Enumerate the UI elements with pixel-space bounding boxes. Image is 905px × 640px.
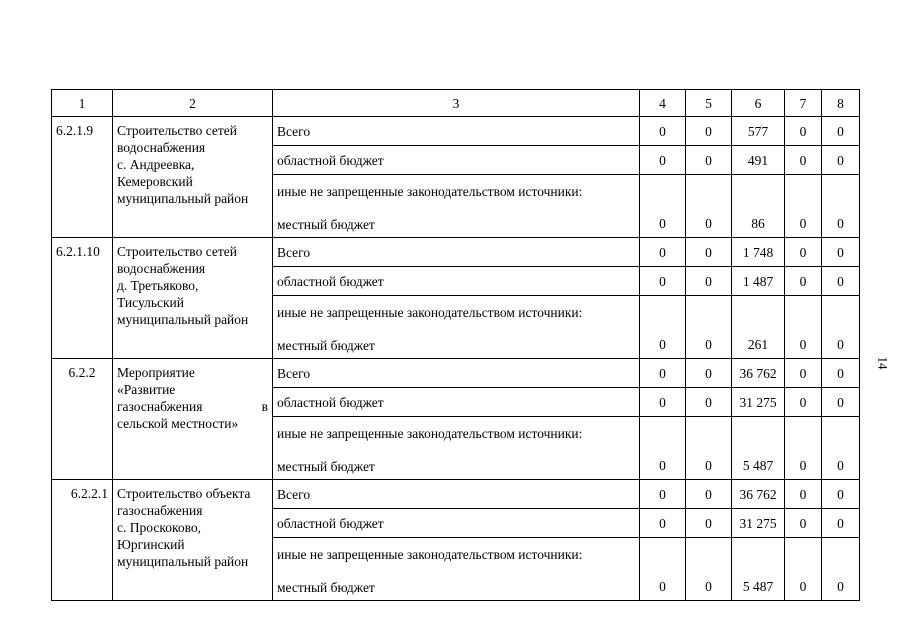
source-label: областной бюджет — [273, 509, 640, 538]
value-cell: 0 — [686, 388, 732, 417]
item-code: 6.2.2 — [52, 359, 113, 480]
value-cell: 0 — [822, 238, 860, 267]
value-cell: 0 — [785, 388, 822, 417]
value-cell: 0 — [640, 267, 686, 296]
value-cell: 0 — [686, 175, 732, 238]
item-name: Строительство сетей водоснабжения с. Андреевка, Кемеровский муниципальный район — [113, 117, 273, 238]
other-sources-label: иные не запрещенные законодательством источники: — [277, 425, 583, 441]
header-cell: 3 — [273, 90, 640, 117]
value-cell: 0 — [686, 538, 732, 601]
table-row — [52, 480, 860, 509]
value-cell: 491 — [732, 146, 785, 175]
value-cell: 31 275 — [732, 388, 785, 417]
value-cell: 0 — [686, 359, 732, 388]
value-cell: 261 — [732, 296, 785, 359]
value-cell: 0 — [785, 267, 822, 296]
local-budget-label: местный бюджет — [277, 458, 375, 474]
local-budget-label: местный бюджет — [277, 579, 375, 595]
value-cell: 0 — [640, 238, 686, 267]
other-sources-label: иные не запрещенные законодательством источники: — [277, 183, 583, 199]
value-cell: 0 — [822, 175, 860, 238]
source-label: Всего — [273, 117, 640, 146]
value-cell: 0 — [640, 480, 686, 509]
header-cell: 8 — [822, 90, 860, 117]
value-cell: 0 — [785, 175, 822, 238]
source-label: областной бюджет — [273, 267, 640, 296]
header-cell: 6 — [732, 90, 785, 117]
value-cell: 86 — [732, 175, 785, 238]
value-cell: 0 — [822, 146, 860, 175]
local-budget-label: местный бюджет — [277, 216, 375, 232]
table-row — [52, 238, 860, 267]
value-cell: 0 — [686, 267, 732, 296]
item-code: 6.2.2.1 — [52, 480, 113, 601]
header-cell: 1 — [52, 90, 113, 117]
value-cell: 0 — [785, 417, 822, 480]
value-cell: 0 — [640, 388, 686, 417]
value-cell: 0 — [640, 417, 686, 480]
source-label: областной бюджет — [273, 146, 640, 175]
value-cell: 5 487 — [732, 417, 785, 480]
local-budget-label: местный бюджет — [277, 337, 375, 353]
other-sources-label: иные не запрещенные законодательством источники: — [277, 546, 583, 562]
value-cell: 0 — [686, 117, 732, 146]
value-cell: 36 762 — [732, 480, 785, 509]
item-name-suffix: в — [261, 399, 268, 414]
value-cell: 0 — [785, 480, 822, 509]
value-cell: 0 — [822, 538, 860, 601]
value-cell: 0 — [785, 117, 822, 146]
value-cell: 0 — [785, 296, 822, 359]
value-cell: 0 — [785, 146, 822, 175]
value-cell: 0 — [686, 417, 732, 480]
value-cell: 0 — [686, 480, 732, 509]
page-number: 14 — [875, 356, 891, 370]
value-cell: 0 — [822, 417, 860, 480]
table-row — [52, 117, 860, 146]
value-cell: 0 — [785, 359, 822, 388]
header-cell: 2 — [113, 90, 273, 117]
source-label — [273, 417, 640, 480]
source-label: областной бюджет — [273, 388, 640, 417]
header-row — [52, 90, 860, 117]
value-cell: 1 748 — [732, 238, 785, 267]
source-label: Всего — [273, 238, 640, 267]
item-code: 6.2.1.10 — [52, 238, 113, 359]
value-cell: 0 — [785, 538, 822, 601]
value-cell: 5 487 — [732, 538, 785, 601]
header-cell: 4 — [640, 90, 686, 117]
header-cell: 5 — [686, 90, 732, 117]
value-cell: 0 — [822, 480, 860, 509]
table-row — [52, 359, 860, 388]
item-name — [113, 359, 273, 480]
value-cell: 0 — [640, 359, 686, 388]
value-cell: 0 — [822, 388, 860, 417]
item-name: Строительство объекта газоснабжения с. Проскоково, Юргинский муниципальный район — [113, 480, 273, 601]
item-name: Строительство сетей водоснабжения д. Третьяково, Тисульский муниципальный район — [113, 238, 273, 359]
item-name-text: Мероприятие «Развитие газоснабжения сельской местности» — [117, 365, 239, 431]
value-cell: 0 — [686, 296, 732, 359]
value-cell: 36 762 — [732, 359, 785, 388]
value-cell: 0 — [822, 509, 860, 538]
value-cell: 0 — [640, 146, 686, 175]
value-cell: 0 — [686, 509, 732, 538]
value-cell: 0 — [640, 117, 686, 146]
other-sources-label: иные не запрещенные законодательством источники: — [277, 304, 583, 320]
item-code: 6.2.1.9 — [52, 117, 113, 238]
value-cell: 0 — [640, 296, 686, 359]
value-cell: 0 — [785, 509, 822, 538]
value-cell: 1 487 — [732, 267, 785, 296]
value-cell: 31 275 — [732, 509, 785, 538]
value-cell: 0 — [640, 538, 686, 601]
source-label — [273, 296, 640, 359]
value-cell: 0 — [686, 146, 732, 175]
funding-table — [51, 89, 860, 601]
header-cell: 7 — [785, 90, 822, 117]
value-cell: 0 — [822, 296, 860, 359]
source-label: Всего — [273, 359, 640, 388]
value-cell: 0 — [785, 238, 822, 267]
source-label — [273, 175, 640, 238]
value-cell: 0 — [822, 117, 860, 146]
value-cell: 0 — [822, 267, 860, 296]
value-cell: 577 — [732, 117, 785, 146]
value-cell: 0 — [640, 509, 686, 538]
value-cell: 0 — [822, 359, 860, 388]
value-cell: 0 — [640, 175, 686, 238]
value-cell: 0 — [686, 238, 732, 267]
source-label — [273, 538, 640, 601]
source-label: Всего — [273, 480, 640, 509]
